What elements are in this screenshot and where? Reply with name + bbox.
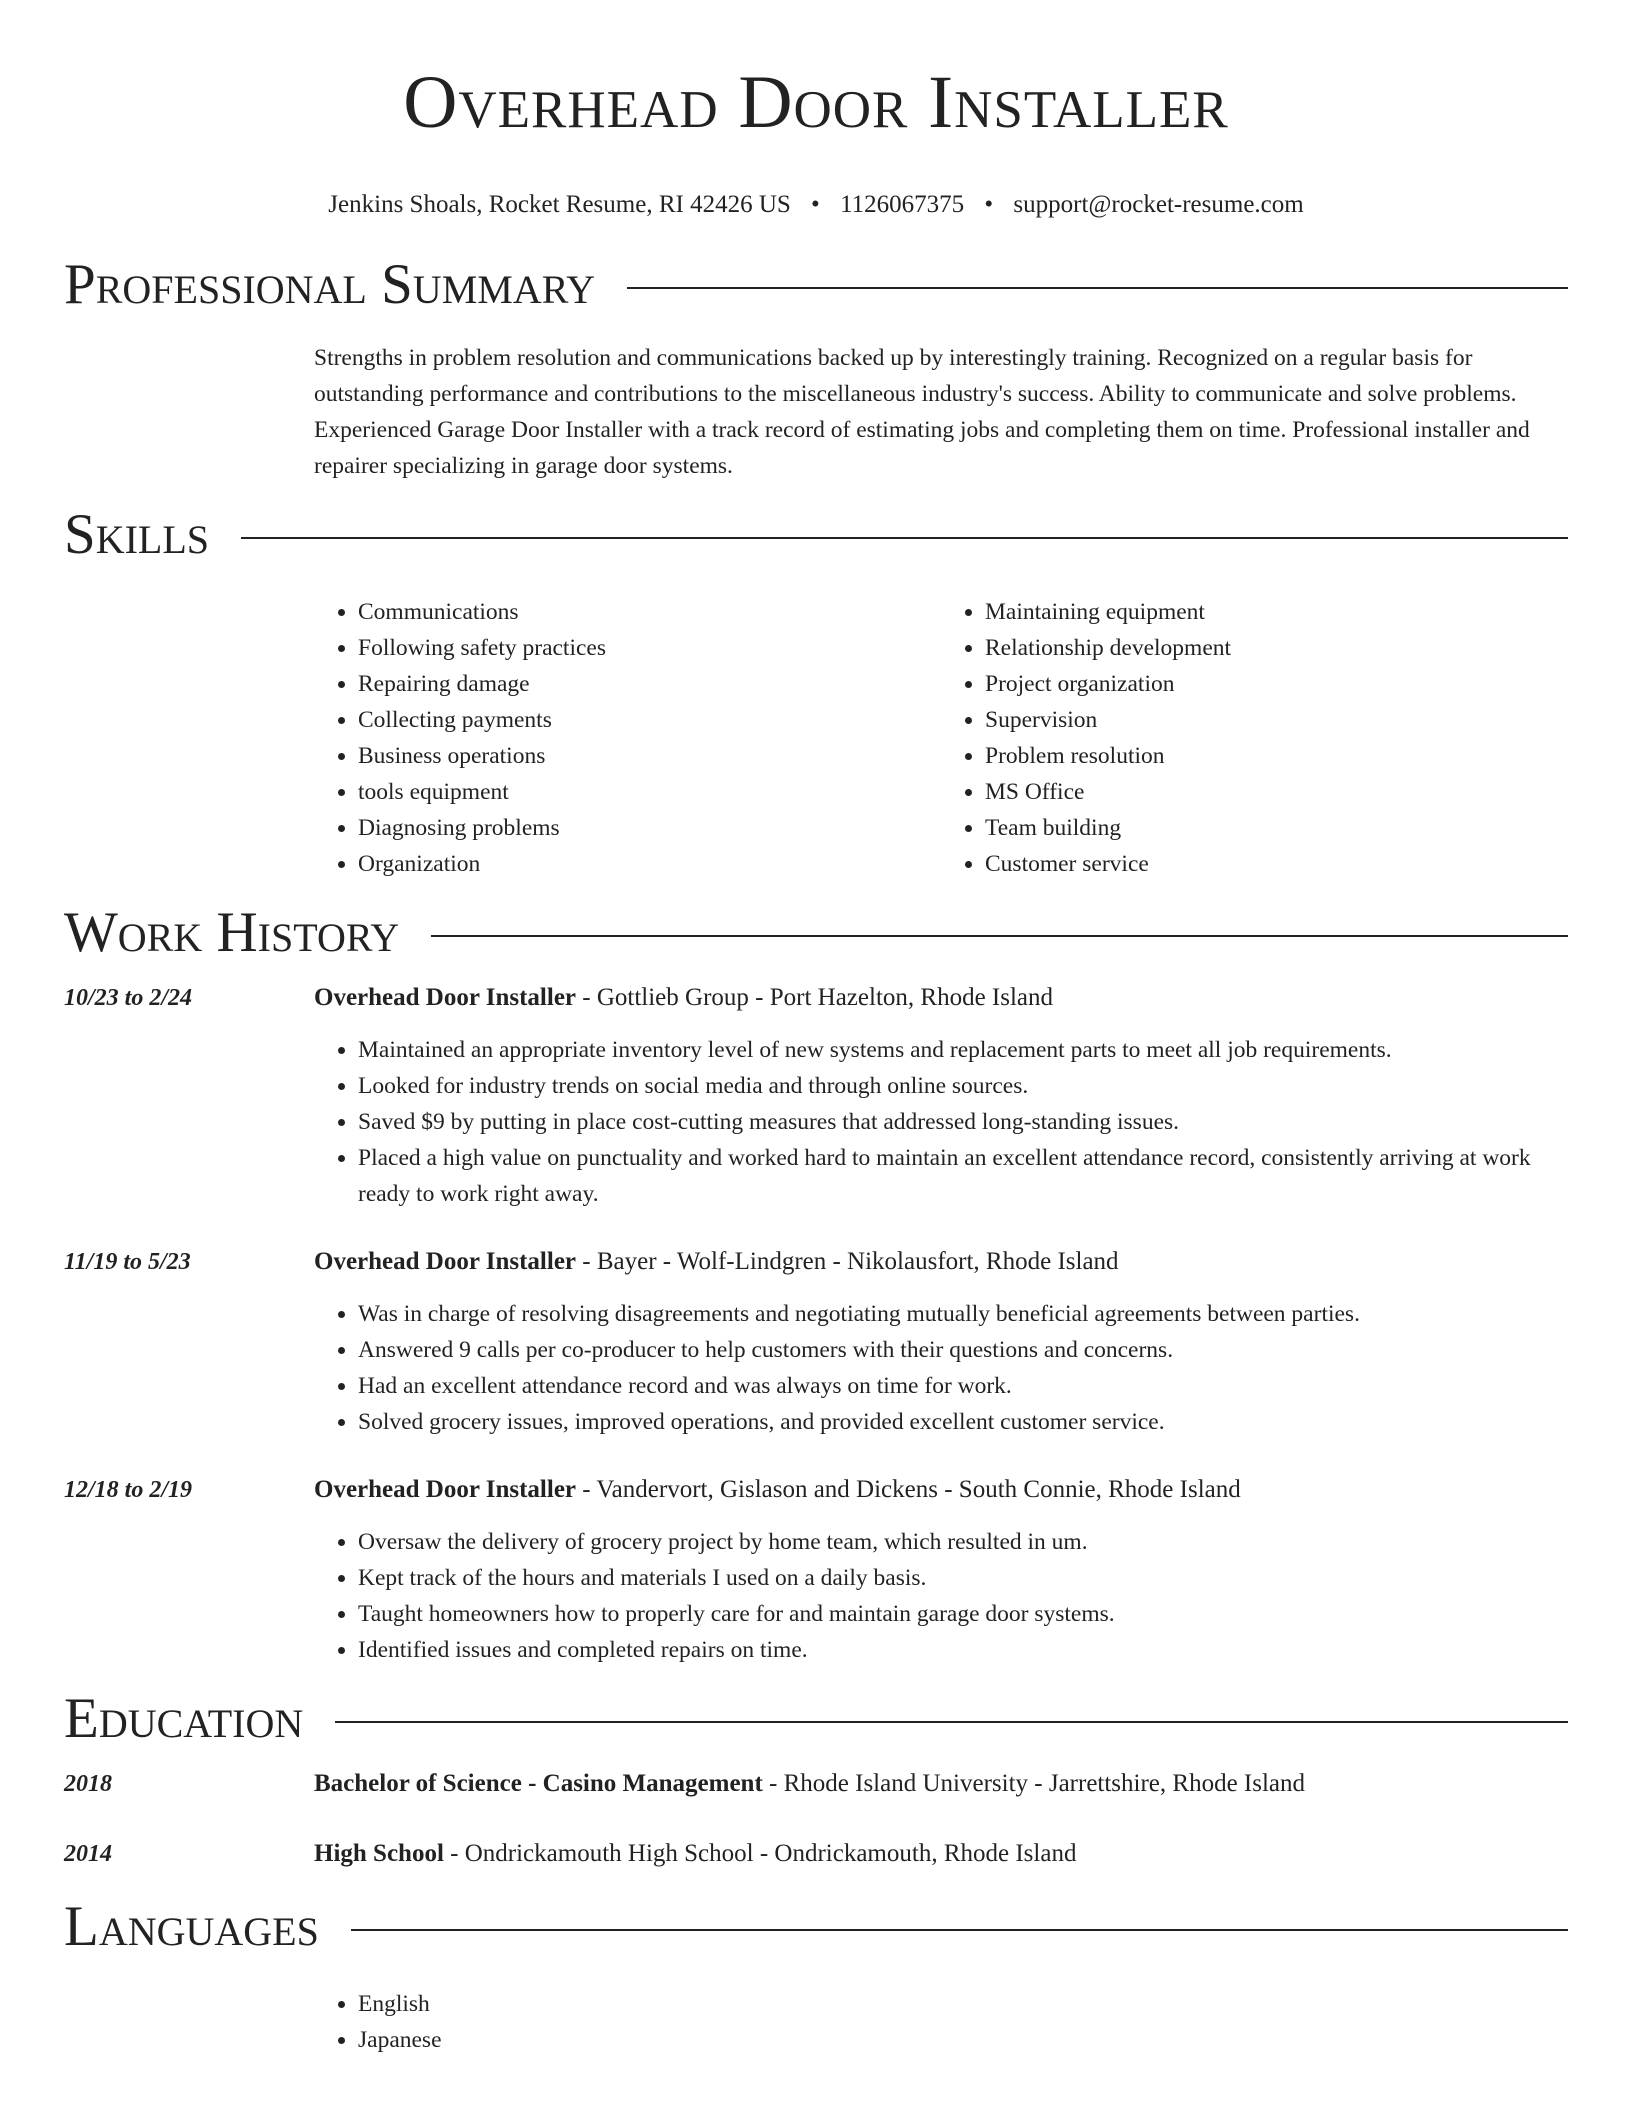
skill-item: • tools equipment <box>358 774 941 810</box>
skill-item: • Customer service <box>985 846 1568 882</box>
job-body <box>314 1472 1568 1668</box>
job-bullet: • Placed a high value on punctuality and worked hard to maintain an excellent attendance record, consistently arriving at work ready to work right away. <box>358 1140 1568 1212</box>
language-item: • Japanese <box>358 2022 1568 2058</box>
job-bullet: • Was in charge of resolving disagreements and negotiating mutually beneficial agreements between parties. <box>358 1296 1568 1332</box>
languages-heading: Languages <box>64 1895 319 1958</box>
resume-page <box>64 0 1568 2058</box>
education-school: - Ondrickamouth High School - Ondrickamouth, Rhode Island <box>443 1840 1077 1867</box>
job-bullets <box>314 1524 1568 1668</box>
skill-item: • Diagnosing problems <box>358 810 941 846</box>
skill-item: • Project organization <box>985 666 1568 702</box>
education-year: 2018 <box>64 1771 112 1797</box>
education-text <box>314 1766 1305 1802</box>
skills-list <box>314 594 1568 882</box>
job-title-line <box>314 980 1568 1016</box>
job-title: Overhead Door Installer <box>314 1476 577 1503</box>
section-divider <box>241 537 1568 539</box>
languages-bullets <box>314 1986 1568 2058</box>
job-dates: 12/18 to 2/19 <box>64 1477 193 1503</box>
job-employer: - Vandervort, Gislason and Dickens - South Connie, Rhode Island <box>576 1476 1241 1503</box>
work-section-header <box>64 900 1568 966</box>
job-bullet: • Taught homeowners how to properly care for and maintain garage door systems. <box>358 1596 1568 1632</box>
contact-email: support@rocket-resume.com <box>1013 191 1304 218</box>
job-bullet: • Kept track of the hours and materials I used on a daily basis. <box>358 1560 1568 1596</box>
skills-section-header <box>64 502 1568 568</box>
candidate-name: Overhead Door Installer <box>403 61 1229 144</box>
education-degree: Bachelor of Science - Casino Management <box>314 1770 763 1797</box>
section-divider <box>627 287 1568 289</box>
job-body <box>314 1244 1568 1440</box>
education-heading: Education <box>64 1687 304 1750</box>
skill-item: • Team building <box>985 810 1568 846</box>
job-title: Overhead Door Installer <box>314 1248 577 1275</box>
skill-item: • Collecting payments <box>358 702 941 738</box>
skills-column-right <box>941 594 1568 882</box>
contact-line <box>64 190 1568 220</box>
skill-item: • Problem resolution <box>985 738 1568 774</box>
work-heading: Work History <box>64 901 400 964</box>
job-title-line <box>314 1472 1568 1508</box>
skill-item: • Organization <box>358 846 941 882</box>
education-entry <box>64 1766 1568 1802</box>
education-text <box>314 1836 1076 1872</box>
summary-text: Strengths in problem resolution and communications backed up by interestingly training. Recognized on a regular basis for outstanding performance and contributions to the miscellaneous industry's success. Ability to communicate and solve problems. Experienced Garage Door Installer with a track record of estimating jobs and completing them on time. Professional installer and repairer specializing in garage door systems. <box>314 345 1530 479</box>
job-employer: - Bayer - Wolf-Lindgren - Nikolausfort, Rhode Island <box>576 1248 1119 1275</box>
section-divider <box>431 935 1568 937</box>
job-bullet: • Looked for industry trends on social media and through online sources. <box>358 1068 1568 1104</box>
job-entry <box>64 1472 1568 1668</box>
job-bullet: • Answered 9 calls per co-producer to help customers with their questions and concerns. <box>358 1332 1568 1368</box>
skill-item: • Supervision <box>985 702 1568 738</box>
job-dates: 11/19 to 5/23 <box>64 1249 191 1275</box>
job-bullet: • Oversaw the delivery of grocery project by home team, which resulted in um. <box>358 1524 1568 1560</box>
skill-item: • Following safety practices <box>358 630 941 666</box>
summary-heading: Professional Summary <box>64 253 596 316</box>
languages-list <box>314 1986 1568 2058</box>
skill-item: • Repairing damage <box>358 666 941 702</box>
education-year: 2014 <box>64 1841 112 1867</box>
job-bullet: • Identified issues and completed repairs on time. <box>358 1632 1568 1668</box>
skill-item: • Maintaining equipment <box>985 594 1568 630</box>
job-bullets <box>314 1032 1568 1212</box>
education-section-header <box>64 1686 1568 1752</box>
contact-separator: • <box>984 191 994 218</box>
skill-item: • MS Office <box>985 774 1568 810</box>
language-item: • English <box>358 1986 1568 2022</box>
job-entry <box>64 980 1568 1212</box>
job-employer: - Gottlieb Group - Port Hazelton, Rhode Island <box>576 984 1054 1011</box>
education-school: - Rhode Island University - Jarrettshire, Rhode Island <box>762 1770 1306 1797</box>
education-degree: High School <box>314 1840 444 1867</box>
job-body <box>314 980 1568 1212</box>
summary-section-header <box>64 252 1568 318</box>
section-divider <box>335 1721 1568 1723</box>
skill-item: • Relationship development <box>985 630 1568 666</box>
job-bullets <box>314 1296 1568 1440</box>
job-dates: 10/23 to 2/24 <box>64 985 193 1011</box>
job-bullet: • Had an excellent attendance record and was always on time for work. <box>358 1368 1568 1404</box>
skills-heading: Skills <box>64 503 210 566</box>
contact-phone: 1126067375 <box>840 191 965 218</box>
job-bullet: • Saved $9 by putting in place cost-cutting measures that addressed long-standing issues. <box>358 1104 1568 1140</box>
job-bullet: • Maintained an appropriate inventory level of new systems and replacement parts to meet all job requirements. <box>358 1032 1568 1068</box>
skill-item: • Business operations <box>358 738 941 774</box>
contact-separator: • <box>811 191 820 218</box>
job-title: Overhead Door Installer <box>314 984 577 1011</box>
job-title-line <box>314 1244 1568 1280</box>
job-bullet: • Solved grocery issues, improved operations, and provided excellent customer service. <box>358 1404 1568 1440</box>
job-entry <box>64 1244 1568 1440</box>
skill-item: • Communications <box>358 594 941 630</box>
section-divider <box>351 1929 1568 1931</box>
skills-column-left <box>314 594 941 882</box>
education-entry <box>64 1836 1568 1872</box>
contact-address: Jenkins Shoals, Rocket Resume, RI 42426 US <box>328 191 791 218</box>
languages-section-header <box>64 1894 1568 1960</box>
